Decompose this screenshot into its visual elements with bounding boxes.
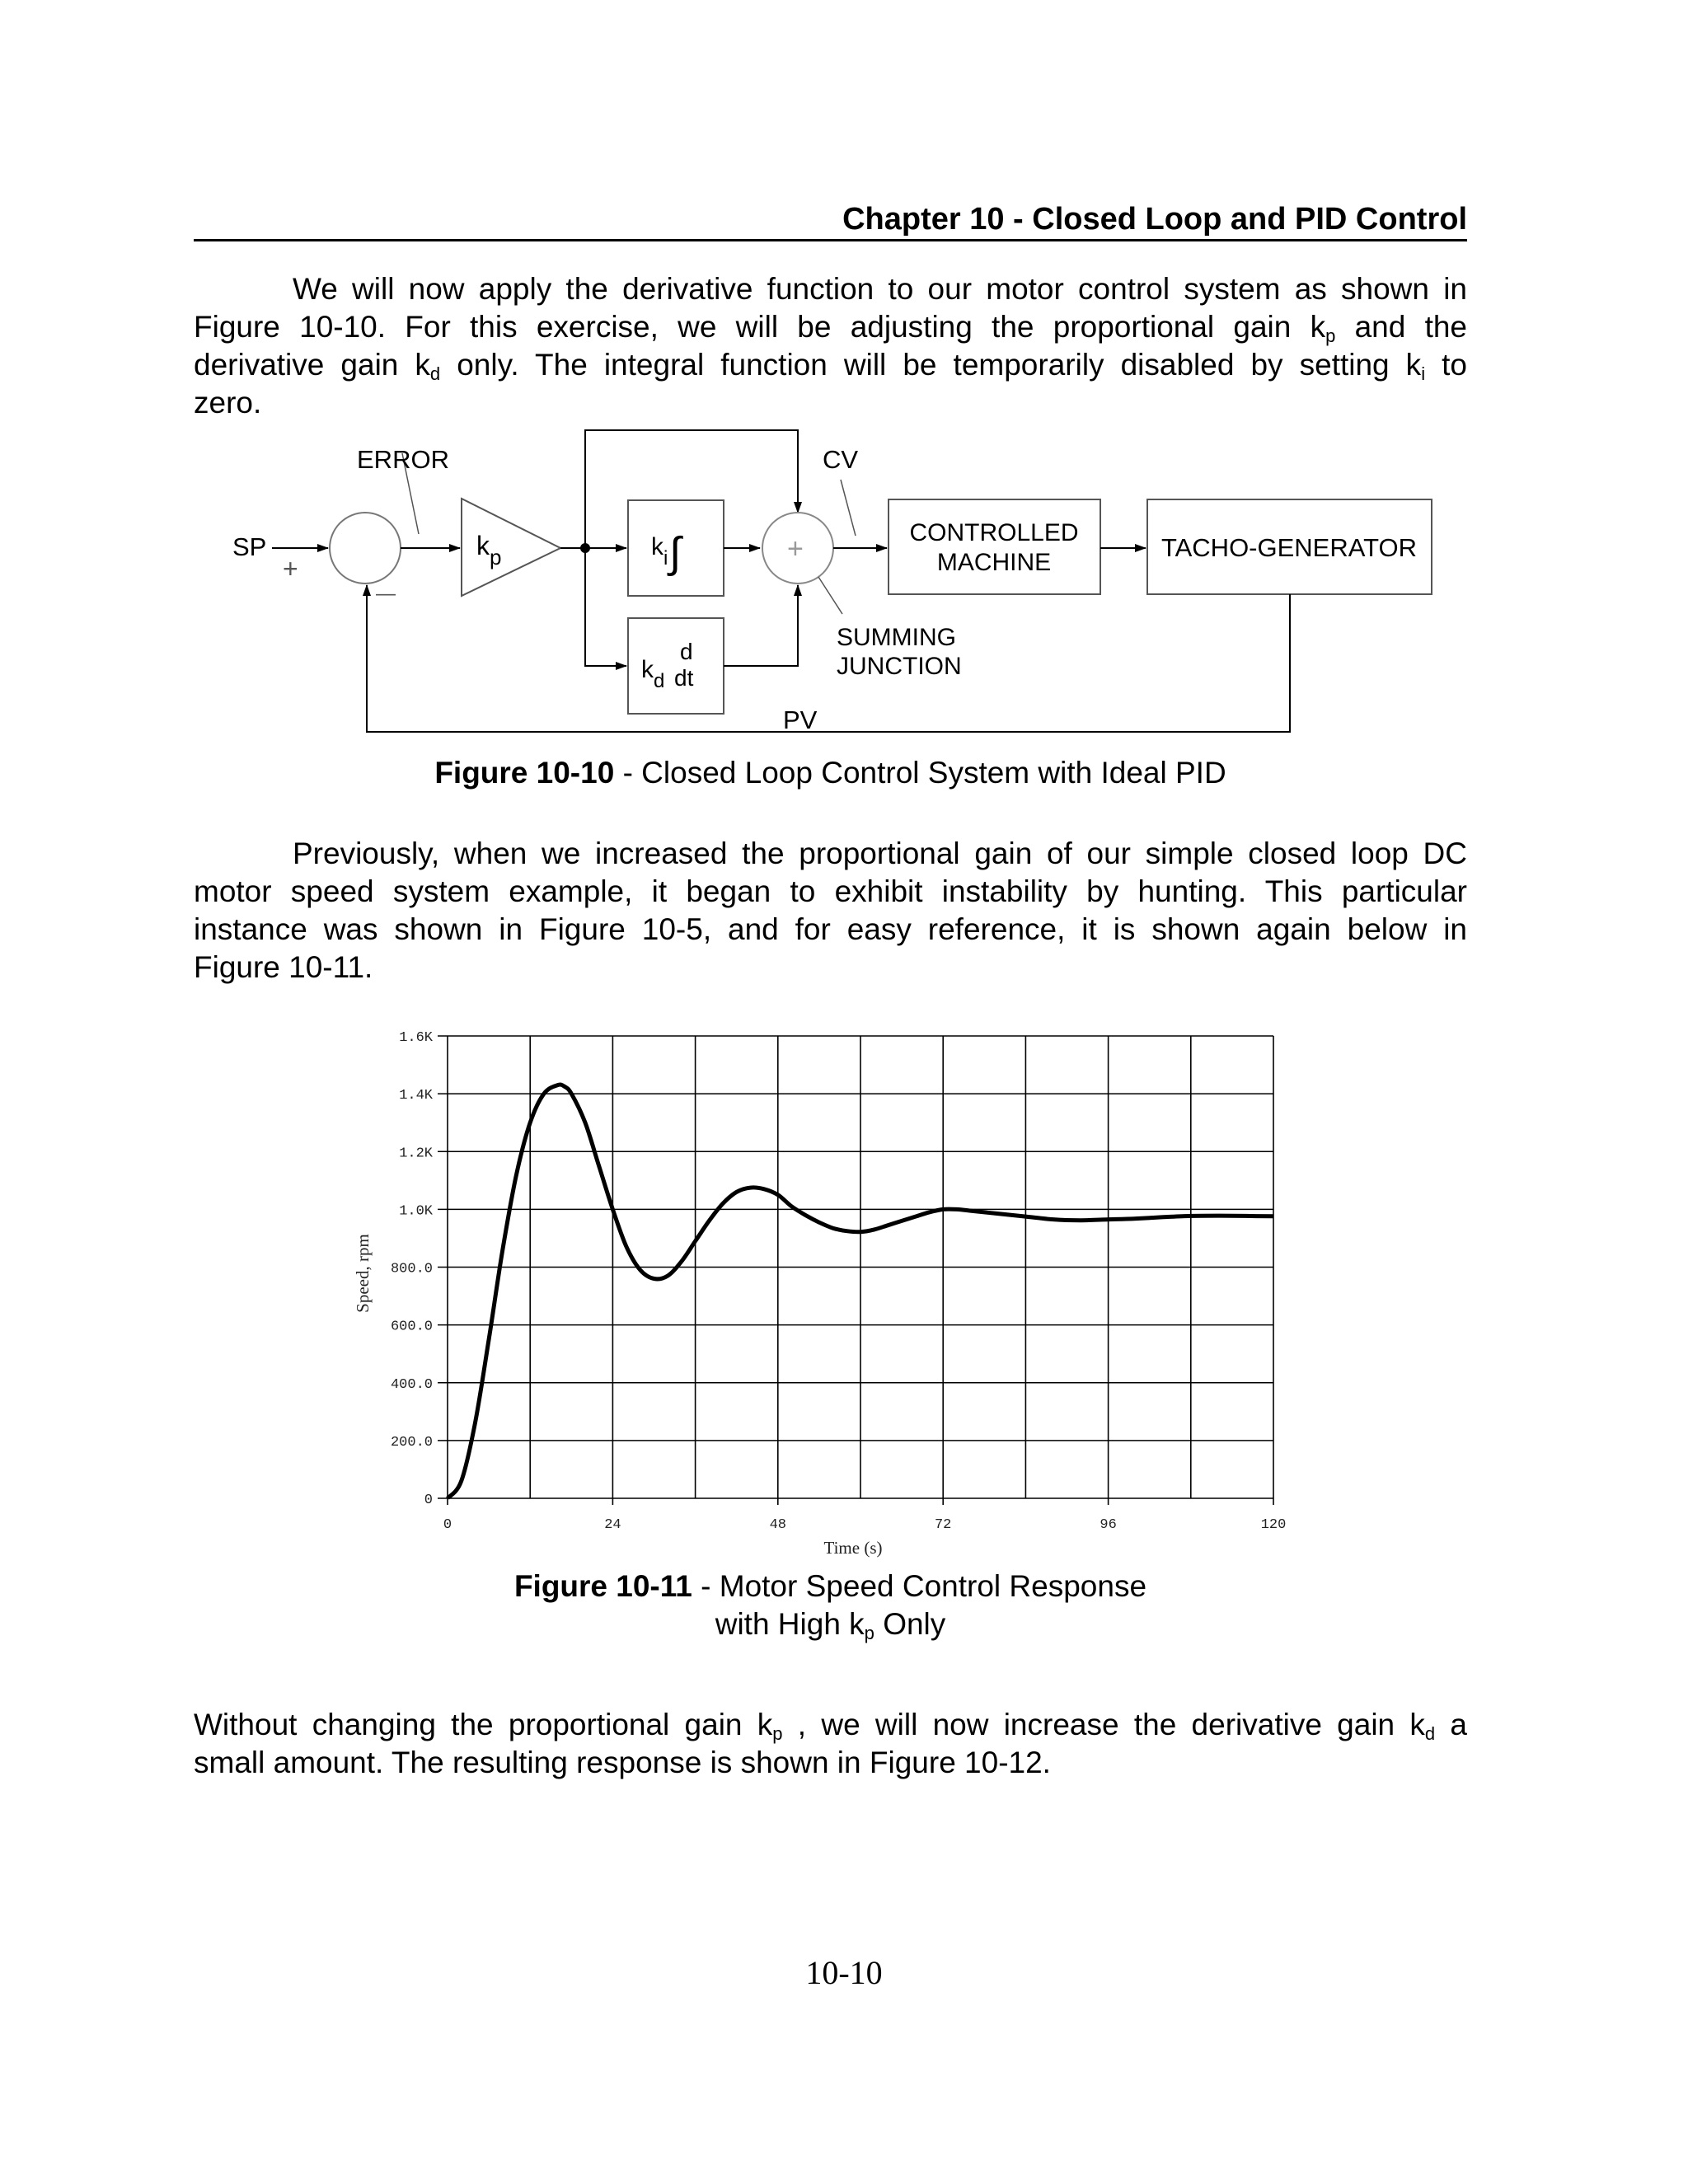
error-label: ERROR: [357, 445, 449, 474]
para2-line2: motor speed system example, it began to exhibit instability by hunting. This particular: [194, 874, 1467, 908]
y-axis-label: Speed, rpm: [353, 1234, 373, 1313]
para2-line4: Figure 10-11.: [194, 950, 373, 984]
para3-kp-subscript: p: [772, 1723, 783, 1744]
y-tick-label: 1.2K: [399, 1146, 433, 1162]
x-tick-label: 96: [1100, 1517, 1117, 1533]
x-tick-label: 120: [1260, 1517, 1287, 1533]
para1-line4: zero.: [194, 386, 262, 419]
kd-sub: d: [654, 670, 665, 692]
pv-label: PV: [783, 705, 818, 734]
y-tick-label: 400.0: [390, 1376, 433, 1393]
y-tick-label: 200.0: [390, 1434, 433, 1451]
kd-denominator: dt: [674, 665, 694, 691]
y-tick-label: 1.4K: [399, 1088, 433, 1104]
para1-line3: derivative gain k: [194, 348, 430, 382]
x-tick-label: 24: [604, 1517, 621, 1533]
figure-10-11-caption: [194, 1568, 1467, 1643]
y-tick-labels: [391, 1030, 434, 1508]
para3-kd-subscript: d: [1424, 1723, 1436, 1744]
derivative-gain-paragraph: [194, 1706, 1467, 1782]
figure-10-11-label: Figure 10-11: [513, 1569, 692, 1603]
sp-label: SP: [232, 532, 267, 561]
para1-line1: We will now apply the derivative function to our motor control system as shown in: [293, 272, 1467, 306]
chapter-header: Chapter 10 - Closed Loop and PID Control: [842, 202, 1467, 237]
kp-k: k: [476, 531, 490, 560]
ki-subscript: i: [1421, 363, 1426, 384]
para2-line1: Previously, when we increased the proportional gain of our simple closed loop DC: [293, 837, 1467, 870]
x-tick-labels: [443, 1517, 1286, 1533]
y-tick-label: 0: [424, 1493, 433, 1508]
para3-line1-end: a: [1435, 1708, 1468, 1741]
para1-line2-end: and the: [1335, 310, 1467, 344]
para3-line1-mid: , we will now increase the derivative gain k: [782, 1708, 1425, 1741]
ki-k: k: [651, 533, 663, 560]
figure-10-10-text: - Closed Loop Control System with Ideal PID: [614, 756, 1226, 790]
kd-numerator: d: [680, 639, 693, 664]
fig11-kp-subscript: p: [864, 1623, 874, 1643]
x-axis-label: Time (s): [823, 1538, 883, 1558]
figure-10-11-line2: with High k: [715, 1607, 865, 1641]
summing-line2: JUNCTION: [837, 653, 962, 680]
cv-label: CV: [823, 445, 859, 474]
para3-line1: Without changing the proportional gain k: [194, 1708, 773, 1741]
x-tick-label: 48: [769, 1517, 787, 1533]
plus-sign: +: [283, 554, 298, 583]
y-tick-label: 800.0: [390, 1261, 433, 1277]
para3-line2: small amount. The resulting response is shown in Figure 10-12.: [194, 1746, 1051, 1779]
integral-sign: ∫: [669, 529, 682, 577]
sum-plus: +: [787, 533, 804, 565]
ki-sub: i: [663, 547, 668, 569]
y-tick-label: 1.0K: [399, 1203, 433, 1220]
summing-line1: SUMMING: [837, 624, 956, 651]
controlled-line1: CONTROLLED: [909, 519, 1079, 546]
para1-line3-mid: only. The integral function will be temporarily disabled by setting k: [440, 348, 1422, 382]
kp-subscript: p: [1325, 326, 1336, 346]
page-number: 10-10: [805, 1954, 883, 1991]
x-tick-label: 0: [443, 1517, 452, 1533]
figure-10-11-line2-end: Only: [874, 1607, 946, 1641]
y-tick-label: 600.0: [390, 1319, 433, 1335]
kd-subscript: d: [429, 363, 441, 384]
figure-10-10-label: Figure 10-10: [434, 756, 615, 790]
para2-line3: instance was shown in Figure 10-5, and for easy reference, it is shown again below in: [194, 912, 1467, 946]
minus-sign: —: [376, 583, 396, 605]
para1-line2: Figure 10-10. For this exercise, we will be adjusting the proportional gain k: [194, 310, 1326, 344]
kd-k: k: [641, 656, 654, 683]
controlled-line2: MACHINE: [936, 549, 1052, 576]
x-tick-label: 72: [934, 1517, 952, 1533]
figure-10-11-text: - Motor Speed Control Response: [692, 1569, 1147, 1603]
para1-line3-end: to: [1425, 348, 1467, 382]
tacho-label: TACHO-GENERATOR: [1160, 533, 1418, 562]
y-tick-label: 1.6K: [399, 1030, 433, 1046]
chart-grid: [438, 1036, 1273, 1505]
kp-sub: p: [490, 545, 502, 569]
